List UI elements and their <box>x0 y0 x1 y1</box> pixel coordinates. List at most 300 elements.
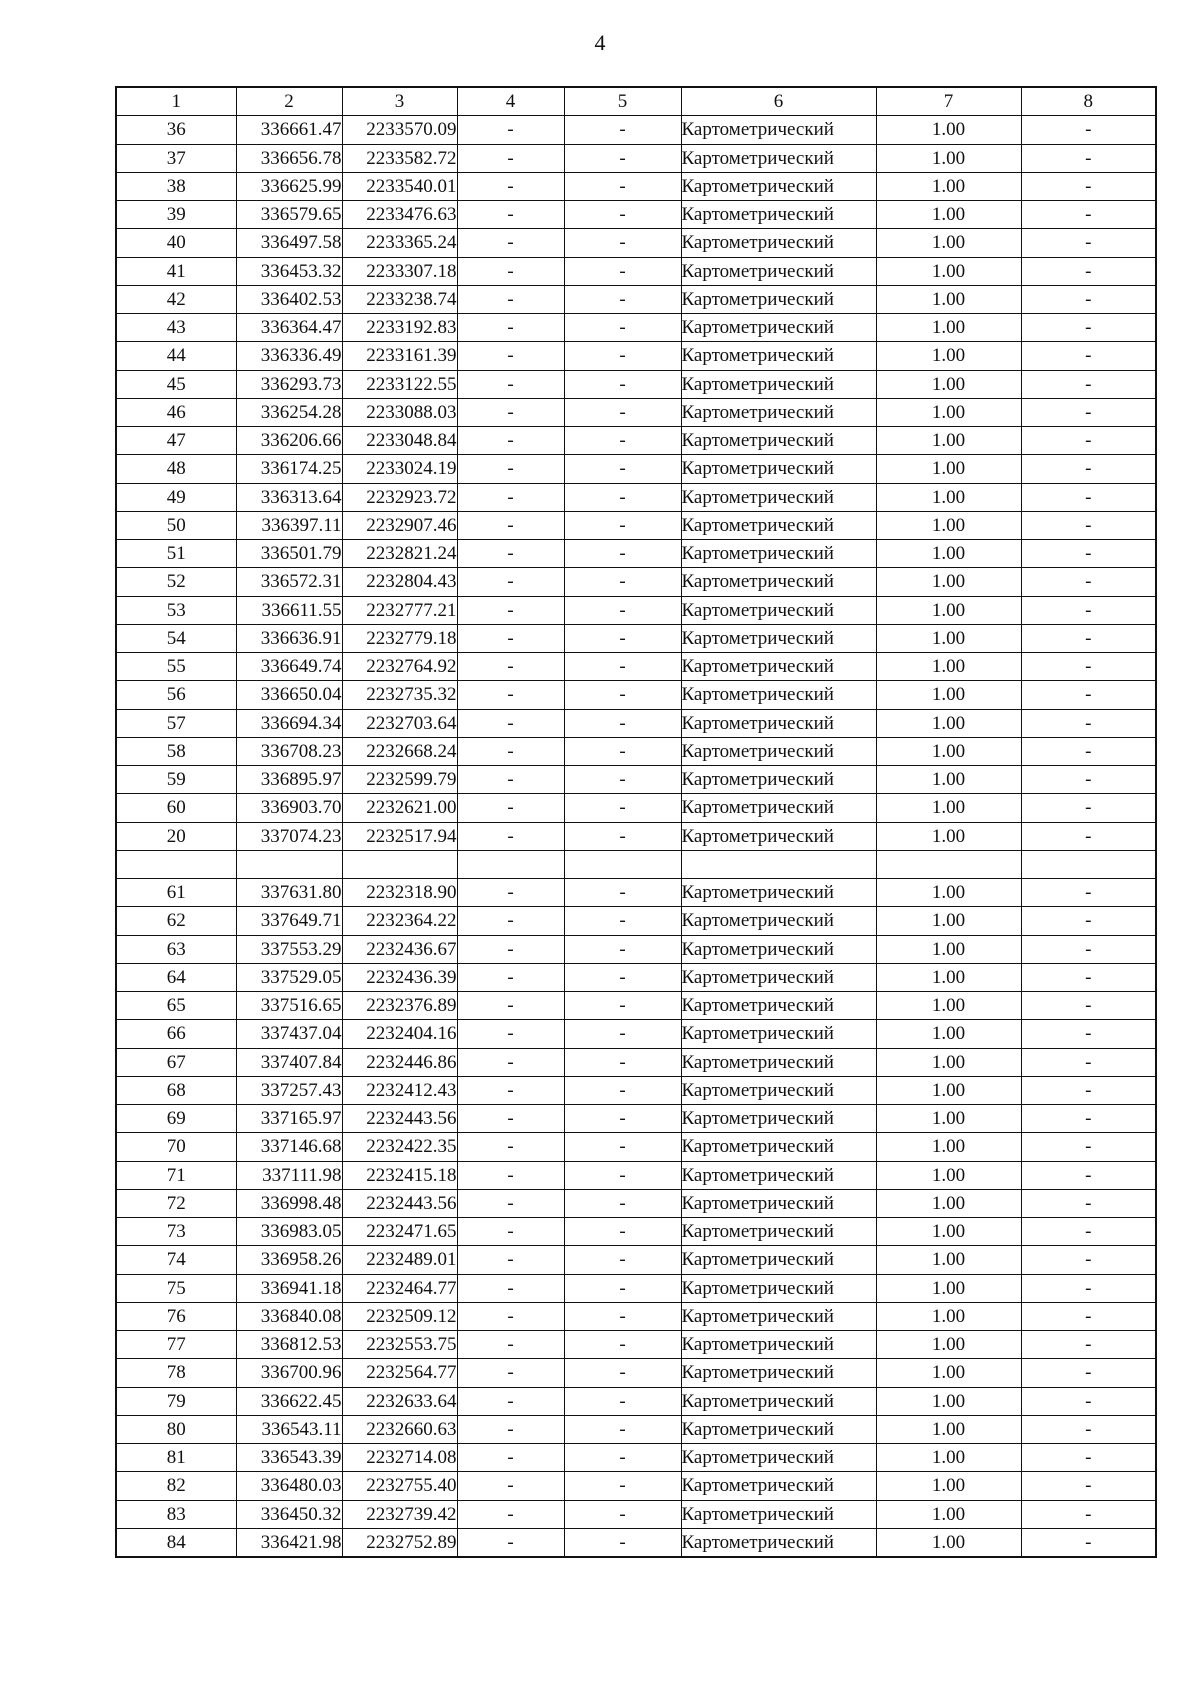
coordinates-table <box>115 86 1157 1558</box>
cell-col8: - <box>1021 1076 1156 1104</box>
cell-col4: - <box>457 992 564 1020</box>
cell-y-coordinate: 2232376.89 <box>342 992 457 1020</box>
header-method: 6 <box>681 87 876 116</box>
cell-method: Картометрический <box>681 201 876 229</box>
cell-method: Картометрический <box>681 568 876 596</box>
cell-accuracy: 1.00 <box>876 1331 1021 1359</box>
cell-x-coordinate: 336501.79 <box>236 540 342 568</box>
table-row <box>116 879 1156 907</box>
cell-accuracy: 1.00 <box>876 1387 1021 1415</box>
cell-method: Картометрический <box>681 1387 876 1415</box>
cell-col8: - <box>1021 624 1156 652</box>
cell-accuracy: 1.00 <box>876 653 1021 681</box>
cell-y-coordinate: 2233570.09 <box>342 116 457 144</box>
cell-col8: - <box>1021 1189 1156 1217</box>
cell-x-coordinate: 336812.53 <box>236 1331 342 1359</box>
cell-x-coordinate: 336497.58 <box>236 229 342 257</box>
cell-col8: - <box>1021 568 1156 596</box>
cell-method: Картометрический <box>681 540 876 568</box>
cell-col4: - <box>457 1387 564 1415</box>
cell-col4: - <box>457 1189 564 1217</box>
cell-point-number: 43 <box>116 314 236 342</box>
cell-point-number <box>116 850 236 878</box>
cell-point-number: 84 <box>116 1528 236 1557</box>
cell-y-coordinate: 2232471.65 <box>342 1218 457 1246</box>
header-col4: 4 <box>457 87 564 116</box>
cell-y-coordinate: 2232443.56 <box>342 1189 457 1217</box>
cell-accuracy <box>876 850 1021 878</box>
cell-col5: - <box>564 1133 681 1161</box>
cell-y-coordinate: 2232714.08 <box>342 1444 457 1472</box>
cell-method: Картометрический <box>681 285 876 313</box>
cell-method: Картометрический <box>681 483 876 511</box>
cell-point-number: 77 <box>116 1331 236 1359</box>
table-row <box>116 427 1156 455</box>
cell-method: Картометрический <box>681 737 876 765</box>
cell-col4: - <box>457 1444 564 1472</box>
cell-col4: - <box>457 1218 564 1246</box>
cell-col8: - <box>1021 172 1156 200</box>
cell-method: Картометрический <box>681 1048 876 1076</box>
cell-point-number: 50 <box>116 511 236 539</box>
cell-col5: - <box>564 1528 681 1557</box>
cell-col4: - <box>457 201 564 229</box>
cell-accuracy: 1.00 <box>876 596 1021 624</box>
cell-method: Картометрический <box>681 907 876 935</box>
cell-y-coordinate: 2233582.72 <box>342 144 457 172</box>
cell-method: Картометрический <box>681 314 876 342</box>
cell-point-number: 39 <box>116 201 236 229</box>
cell-col4: - <box>457 1528 564 1557</box>
cell-point-number: 53 <box>116 596 236 624</box>
cell-point-number: 76 <box>116 1302 236 1330</box>
cell-y-coordinate: 2232668.24 <box>342 737 457 765</box>
cell-x-coordinate: 336450.32 <box>236 1500 342 1528</box>
cell-accuracy: 1.00 <box>876 1500 1021 1528</box>
cell-x-coordinate: 336313.64 <box>236 483 342 511</box>
cell-col8: - <box>1021 1387 1156 1415</box>
cell-col8: - <box>1021 285 1156 313</box>
cell-method: Картометрический <box>681 681 876 709</box>
cell-col5: - <box>564 1246 681 1274</box>
cell-x-coordinate: 336625.99 <box>236 172 342 200</box>
cell-x-coordinate: 336397.11 <box>236 511 342 539</box>
cell-method: Картометрический <box>681 822 876 850</box>
cell-x-coordinate: 336421.98 <box>236 1528 342 1557</box>
cell-col4: - <box>457 511 564 539</box>
table-row <box>116 1528 1156 1557</box>
cell-col5: - <box>564 1415 681 1443</box>
header-y-coordinate: 3 <box>342 87 457 116</box>
cell-accuracy: 1.00 <box>876 398 1021 426</box>
cell-accuracy: 1.00 <box>876 1302 1021 1330</box>
cell-col4: - <box>457 879 564 907</box>
cell-method <box>681 850 876 878</box>
cell-x-coordinate: 337649.71 <box>236 907 342 935</box>
cell-x-coordinate: 337074.23 <box>236 822 342 850</box>
cell-x-coordinate: 336364.47 <box>236 314 342 342</box>
cell-col4: - <box>457 1274 564 1302</box>
cell-col5: - <box>564 1302 681 1330</box>
cell-col8: - <box>1021 201 1156 229</box>
cell-col8: - <box>1021 1161 1156 1189</box>
table-row <box>116 907 1156 935</box>
cell-point-number: 48 <box>116 455 236 483</box>
cell-col8: - <box>1021 1302 1156 1330</box>
table-row <box>116 540 1156 568</box>
cell-method: Картометрический <box>681 1076 876 1104</box>
cell-accuracy: 1.00 <box>876 935 1021 963</box>
table-row <box>116 342 1156 370</box>
cell-accuracy: 1.00 <box>876 342 1021 370</box>
cell-col8: - <box>1021 511 1156 539</box>
cell-accuracy: 1.00 <box>876 1359 1021 1387</box>
table-row <box>116 992 1156 1020</box>
cell-col5: - <box>564 257 681 285</box>
cell-method: Картометрический <box>681 709 876 737</box>
cell-accuracy: 1.00 <box>876 1133 1021 1161</box>
cell-point-number: 78 <box>116 1359 236 1387</box>
cell-accuracy: 1.00 <box>876 568 1021 596</box>
cell-accuracy: 1.00 <box>876 1105 1021 1133</box>
cell-x-coordinate: 336453.32 <box>236 257 342 285</box>
cell-accuracy: 1.00 <box>876 1246 1021 1274</box>
cell-col4: - <box>457 568 564 596</box>
cell-point-number: 63 <box>116 935 236 963</box>
cell-accuracy: 1.00 <box>876 285 1021 313</box>
cell-method: Картометрический <box>681 624 876 652</box>
cell-y-coordinate: 2232436.67 <box>342 935 457 963</box>
cell-x-coordinate: 336661.47 <box>236 116 342 144</box>
cell-col5: - <box>564 1387 681 1415</box>
cell-point-number: 75 <box>116 1274 236 1302</box>
cell-method: Картометрический <box>681 229 876 257</box>
cell-col5: - <box>564 907 681 935</box>
cell-accuracy: 1.00 <box>876 1161 1021 1189</box>
cell-x-coordinate <box>236 850 342 878</box>
cell-y-coordinate: 2232446.86 <box>342 1048 457 1076</box>
cell-col8: - <box>1021 822 1156 850</box>
table-row <box>116 1161 1156 1189</box>
cell-col8: - <box>1021 1444 1156 1472</box>
cell-col5: - <box>564 229 681 257</box>
cell-accuracy: 1.00 <box>876 1472 1021 1500</box>
table-row <box>116 1331 1156 1359</box>
table-row <box>116 1472 1156 1500</box>
cell-y-coordinate: 2232489.01 <box>342 1246 457 1274</box>
cell-accuracy: 1.00 <box>876 540 1021 568</box>
cell-method: Картометрический <box>681 1500 876 1528</box>
cell-y-coordinate: 2232422.35 <box>342 1133 457 1161</box>
cell-method: Картометрический <box>681 1359 876 1387</box>
cell-col4: - <box>457 1020 564 1048</box>
cell-col8 <box>1021 850 1156 878</box>
header-accuracy: 7 <box>876 87 1021 116</box>
cell-col5: - <box>564 653 681 681</box>
table-row <box>116 229 1156 257</box>
cell-col5: - <box>564 483 681 511</box>
table-row <box>116 201 1156 229</box>
table-row <box>116 172 1156 200</box>
cell-col8: - <box>1021 540 1156 568</box>
cell-x-coordinate: 336611.55 <box>236 596 342 624</box>
cell-y-coordinate: 2233024.19 <box>342 455 457 483</box>
table-row <box>116 737 1156 765</box>
table-row <box>116 653 1156 681</box>
cell-col4: - <box>457 935 564 963</box>
cell-x-coordinate: 337631.80 <box>236 879 342 907</box>
cell-point-number: 41 <box>116 257 236 285</box>
cell-x-coordinate: 336958.26 <box>236 1246 342 1274</box>
cell-method: Картометрический <box>681 1331 876 1359</box>
cell-point-number: 62 <box>116 907 236 935</box>
cell-y-coordinate: 2233192.83 <box>342 314 457 342</box>
cell-accuracy: 1.00 <box>876 963 1021 991</box>
cell-x-coordinate: 336254.28 <box>236 398 342 426</box>
cell-col5: - <box>564 963 681 991</box>
cell-method: Картометрический <box>681 1133 876 1161</box>
cell-y-coordinate: 2232415.18 <box>342 1161 457 1189</box>
cell-x-coordinate: 336174.25 <box>236 455 342 483</box>
cell-accuracy: 1.00 <box>876 709 1021 737</box>
cell-col4: - <box>457 1472 564 1500</box>
cell-col8: - <box>1021 1500 1156 1528</box>
cell-col8: - <box>1021 483 1156 511</box>
cell-method: Картометрический <box>681 1444 876 1472</box>
cell-accuracy: 1.00 <box>876 483 1021 511</box>
cell-col8: - <box>1021 257 1156 285</box>
cell-accuracy: 1.00 <box>876 1274 1021 1302</box>
cell-col8: - <box>1021 1359 1156 1387</box>
cell-accuracy: 1.00 <box>876 879 1021 907</box>
table-row <box>116 1218 1156 1246</box>
cell-x-coordinate: 336895.97 <box>236 766 342 794</box>
cell-col8: - <box>1021 907 1156 935</box>
cell-point-number: 54 <box>116 624 236 652</box>
cell-col4: - <box>457 1133 564 1161</box>
cell-col8: - <box>1021 653 1156 681</box>
cell-method: Картометрический <box>681 1274 876 1302</box>
cell-point-number: 59 <box>116 766 236 794</box>
cell-col5: - <box>564 172 681 200</box>
cell-y-coordinate: 2232436.39 <box>342 963 457 991</box>
table-row <box>116 1359 1156 1387</box>
cell-col5: - <box>564 596 681 624</box>
cell-col5: - <box>564 1076 681 1104</box>
cell-col4 <box>457 850 564 878</box>
cell-col4: - <box>457 229 564 257</box>
cell-col4: - <box>457 681 564 709</box>
table-row <box>116 935 1156 963</box>
cell-col5: - <box>564 1331 681 1359</box>
cell-col5: - <box>564 935 681 963</box>
cell-point-number: 83 <box>116 1500 236 1528</box>
cell-col5: - <box>564 624 681 652</box>
cell-col4: - <box>457 483 564 511</box>
table-row <box>116 257 1156 285</box>
cell-accuracy: 1.00 <box>876 822 1021 850</box>
cell-col5: - <box>564 314 681 342</box>
cell-accuracy: 1.00 <box>876 1444 1021 1472</box>
cell-point-number: 58 <box>116 737 236 765</box>
table-row <box>116 850 1156 878</box>
cell-col4: - <box>457 907 564 935</box>
cell-col4: - <box>457 1500 564 1528</box>
cell-y-coordinate: 2232777.21 <box>342 596 457 624</box>
header-col8: 8 <box>1021 87 1156 116</box>
cell-method: Картометрический <box>681 1105 876 1133</box>
cell-point-number: 46 <box>116 398 236 426</box>
table-row <box>116 285 1156 313</box>
cell-x-coordinate: 337257.43 <box>236 1076 342 1104</box>
cell-accuracy: 1.00 <box>876 1189 1021 1217</box>
cell-col8: - <box>1021 314 1156 342</box>
cell-method: Картометрический <box>681 794 876 822</box>
cell-point-number: 37 <box>116 144 236 172</box>
cell-method: Картометрический <box>681 427 876 455</box>
table-row <box>116 398 1156 426</box>
cell-accuracy: 1.00 <box>876 766 1021 794</box>
cell-col4: - <box>457 1331 564 1359</box>
table-row <box>116 1415 1156 1443</box>
cell-col4: - <box>457 1415 564 1443</box>
table-row <box>116 794 1156 822</box>
cell-method: Картометрический <box>681 370 876 398</box>
cell-point-number: 81 <box>116 1444 236 1472</box>
table-row <box>116 455 1156 483</box>
cell-method: Картометрический <box>681 1415 876 1443</box>
cell-point-number: 47 <box>116 427 236 455</box>
cell-x-coordinate: 336579.65 <box>236 201 342 229</box>
cell-x-coordinate: 336402.53 <box>236 285 342 313</box>
cell-col8: - <box>1021 144 1156 172</box>
cell-col8: - <box>1021 879 1156 907</box>
cell-col8: - <box>1021 370 1156 398</box>
cell-col5: - <box>564 285 681 313</box>
cell-method: Картометрический <box>681 398 876 426</box>
cell-method: Картометрический <box>681 1302 876 1330</box>
table-row <box>116 483 1156 511</box>
cell-col5: - <box>564 1020 681 1048</box>
cell-y-coordinate: 2232443.56 <box>342 1105 457 1133</box>
cell-col8: - <box>1021 1472 1156 1500</box>
cell-x-coordinate: 336572.31 <box>236 568 342 596</box>
cell-col4: - <box>457 285 564 313</box>
cell-col5: - <box>564 1444 681 1472</box>
header-col5: 5 <box>564 87 681 116</box>
cell-method: Картометрический <box>681 879 876 907</box>
cell-x-coordinate: 336694.34 <box>236 709 342 737</box>
cell-method: Картометрический <box>681 116 876 144</box>
header-x-coordinate: 2 <box>236 87 342 116</box>
cell-accuracy: 1.00 <box>876 624 1021 652</box>
cell-col5: - <box>564 1359 681 1387</box>
cell-x-coordinate: 337437.04 <box>236 1020 342 1048</box>
cell-x-coordinate: 336708.23 <box>236 737 342 765</box>
cell-accuracy: 1.00 <box>876 992 1021 1020</box>
cell-y-coordinate: 2232404.16 <box>342 1020 457 1048</box>
cell-accuracy: 1.00 <box>876 201 1021 229</box>
cell-col8: - <box>1021 398 1156 426</box>
table-row <box>116 624 1156 652</box>
cell-col4: - <box>457 144 564 172</box>
cell-y-coordinate: 2232735.32 <box>342 681 457 709</box>
cell-col8: - <box>1021 737 1156 765</box>
cell-col4: - <box>457 1076 564 1104</box>
cell-col4: - <box>457 540 564 568</box>
cell-y-coordinate: 2232821.24 <box>342 540 457 568</box>
cell-col4: - <box>457 342 564 370</box>
cell-y-coordinate: 2233540.01 <box>342 172 457 200</box>
cell-point-number: 40 <box>116 229 236 257</box>
cell-x-coordinate: 337529.05 <box>236 963 342 991</box>
cell-col5 <box>564 850 681 878</box>
cell-accuracy: 1.00 <box>876 1076 1021 1104</box>
table-body <box>116 116 1156 1557</box>
cell-y-coordinate: 2233476.63 <box>342 201 457 229</box>
table-row <box>116 1274 1156 1302</box>
table-row <box>116 1302 1156 1330</box>
cell-col5: - <box>564 1048 681 1076</box>
cell-point-number: 82 <box>116 1472 236 1500</box>
cell-col8: - <box>1021 596 1156 624</box>
cell-y-coordinate: 2232752.89 <box>342 1528 457 1557</box>
cell-col8: - <box>1021 1105 1156 1133</box>
cell-accuracy: 1.00 <box>876 1020 1021 1048</box>
cell-y-coordinate: 2232703.64 <box>342 709 457 737</box>
cell-col8: - <box>1021 342 1156 370</box>
cell-y-coordinate: 2233161.39 <box>342 342 457 370</box>
cell-method: Картометрический <box>681 172 876 200</box>
cell-accuracy: 1.00 <box>876 314 1021 342</box>
cell-point-number: 69 <box>116 1105 236 1133</box>
cell-accuracy: 1.00 <box>876 229 1021 257</box>
cell-method: Картометрический <box>681 1161 876 1189</box>
cell-col8: - <box>1021 1218 1156 1246</box>
cell-col5: - <box>564 709 681 737</box>
cell-x-coordinate: 336543.39 <box>236 1444 342 1472</box>
cell-col5: - <box>564 370 681 398</box>
cell-col8: - <box>1021 992 1156 1020</box>
cell-y-coordinate: 2232553.75 <box>342 1331 457 1359</box>
cell-point-number: 55 <box>116 653 236 681</box>
cell-col5: - <box>564 737 681 765</box>
cell-method: Картометрический <box>681 992 876 1020</box>
cell-method: Картометрический <box>681 455 876 483</box>
cell-x-coordinate: 336636.91 <box>236 624 342 652</box>
cell-col5: - <box>564 568 681 596</box>
cell-y-coordinate <box>342 850 457 878</box>
cell-col8: - <box>1021 1274 1156 1302</box>
table-row <box>116 766 1156 794</box>
cell-col4: - <box>457 172 564 200</box>
cell-point-number: 49 <box>116 483 236 511</box>
table-row <box>116 1048 1156 1076</box>
cell-col5: - <box>564 1161 681 1189</box>
cell-x-coordinate: 337165.97 <box>236 1105 342 1133</box>
cell-point-number: 79 <box>116 1387 236 1415</box>
cell-point-number: 36 <box>116 116 236 144</box>
cell-method: Картометрический <box>681 935 876 963</box>
cell-col8: - <box>1021 1246 1156 1274</box>
cell-point-number: 44 <box>116 342 236 370</box>
page-number: 4 <box>594 30 606 55</box>
cell-col5: - <box>564 992 681 1020</box>
header-row <box>116 87 1156 116</box>
cell-y-coordinate: 2233307.18 <box>342 257 457 285</box>
cell-x-coordinate: 336480.03 <box>236 1472 342 1500</box>
cell-col5: - <box>564 144 681 172</box>
